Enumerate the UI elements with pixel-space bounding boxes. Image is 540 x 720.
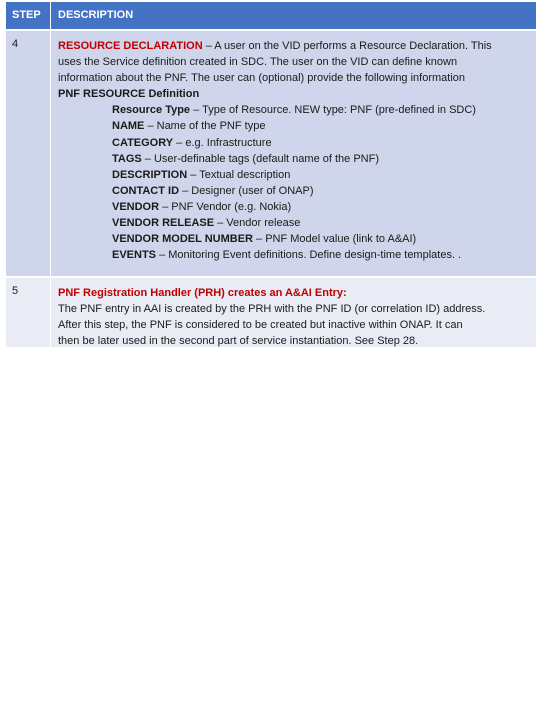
header-description: DESCRIPTION [51,2,536,29]
step-text-line: The PNF entry in AAI is created by the PRH with the PNF ID (or correlation ID) address. [58,303,486,316]
field-name: VENDOR RELEASE [112,217,215,230]
field-item [58,215,530,231]
step-intro: uses the Service definition created in SDC. The user on the VID can define known [58,56,458,69]
step-intro: – A user on the VID performs a Resource Declaration. This [202,40,492,52]
field-name: DESCRIPTION [112,168,188,181]
field-name: EVENTS [112,249,157,262]
field-desc: – Name of the PNF type [144,120,266,133]
header-step: STEP [6,2,50,29]
field-item [58,247,530,263]
step-number: 4 [6,31,50,276]
step-description [51,278,536,347]
field-name: NAME [112,120,145,133]
field-name: TAGS [112,152,142,165]
table-header-row [6,2,536,31]
step-text-line: then be later used in the second part of service instantiation. See Step 28. [58,335,419,348]
field-item [58,231,530,247]
step-intro: information about the PNF. The user can (optional) provide the following information [58,72,466,85]
field-item [58,183,530,199]
field-desc: – Textual description [187,168,291,181]
field-desc: – Vendor release [214,217,301,230]
field-desc: – e.g. Infrastructure [173,136,272,149]
field-name: CATEGORY [112,136,174,149]
field-name: Resource Type [112,104,191,117]
field-item [58,199,530,215]
section-title: PNF RESOURCE Definition [58,88,200,101]
step-title: RESOURCE DECLARATION [58,40,203,52]
field-desc: – User-definable tags (default name of the PNF) [141,152,379,165]
field-item [58,118,530,134]
steps-table [6,2,536,347]
field-item [58,102,530,118]
table-row [6,278,536,347]
field-desc: – Designer (user of ONAP) [179,184,314,197]
field-name: CONTACT ID [112,184,180,197]
field-desc: – Type of Resource. NEW type: PNF (pre-defined in SDC) [190,104,476,117]
field-name: VENDOR MODEL NUMBER [112,233,253,246]
field-desc: – Monitoring Event definitions. Define design-time templates. . [156,249,462,262]
field-item [58,135,530,151]
step-number: 5 [6,278,50,347]
field-item [58,167,530,183]
field-item [58,151,530,167]
step-text-line: After this step, the PNF is considered to be created but inactive within ONAP. It can [58,319,463,332]
step-title: PNF Registration Handler (PRH) creates an A&AI Entry: [58,287,347,299]
field-name: VENDOR [112,200,160,213]
step-description [51,31,536,276]
field-desc: – PNF Vendor (e.g. Nokia) [159,200,292,213]
field-desc: – PNF Model value (link to A&AI) [252,233,417,246]
table-row [6,31,536,276]
